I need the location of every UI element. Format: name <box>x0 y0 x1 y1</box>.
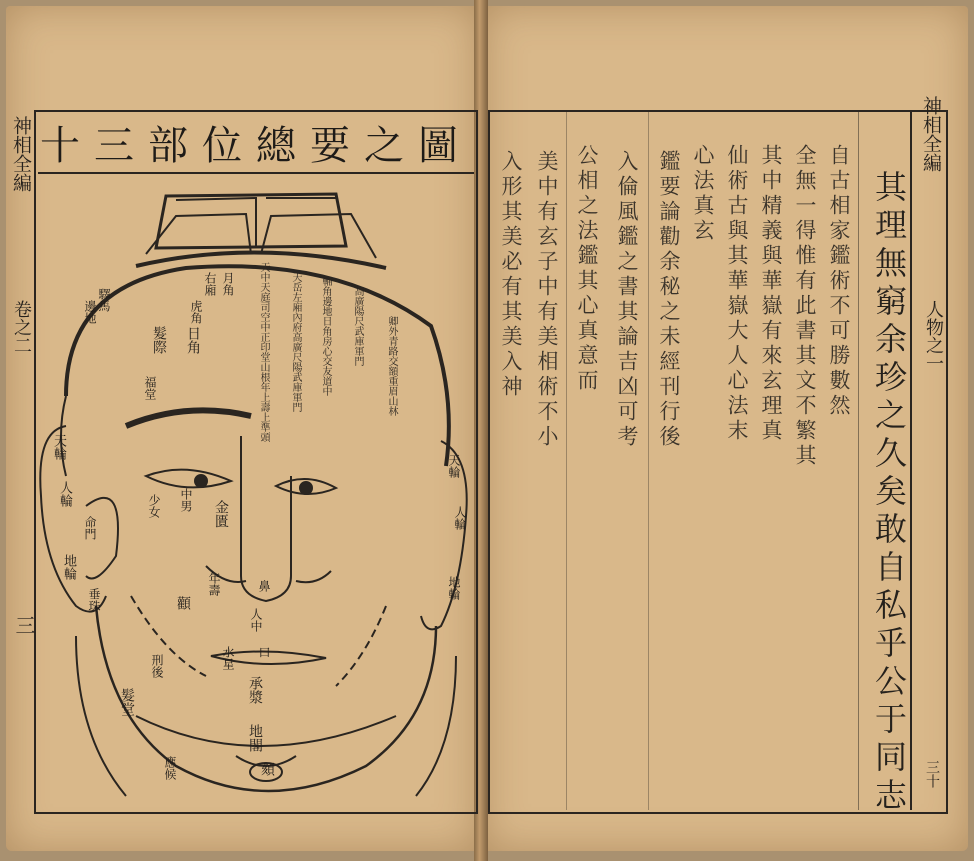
column-rule-3 <box>566 110 567 810</box>
label-fa-tang: 髮堂 <box>119 688 135 716</box>
text-column-8: 公相之法鑑其心真意而 <box>575 144 599 394</box>
label-hu-jiao: 虎角 <box>189 300 203 324</box>
face-diagram <box>36 176 472 806</box>
label-ren-lun-left: 人輪 <box>57 481 72 507</box>
label-fa-ji: 髮際 <box>151 326 167 354</box>
text-column-6: 鑑要論勸余秘之未經刊行後 <box>657 150 681 450</box>
face-text-column-c: 輔角邊地日角房心交友道中 <box>320 276 331 396</box>
right-margin-volume: 人物之一 <box>923 300 944 372</box>
label-bian-di: 邊地 <box>83 300 97 324</box>
left-margin-volume: 卷之二 <box>11 300 32 354</box>
label-yan-shang: 顴 <box>175 596 191 610</box>
text-column-5: 心法真玄 <box>691 144 715 244</box>
left-margin-page: 三 <box>12 615 36 635</box>
label-chui-zhu: 垂珠 <box>87 588 101 612</box>
face-text-column-b: 天岳左廂內府高廣尺陽武庫軍門 <box>290 272 301 412</box>
label-tian-lun-left: 天輪 <box>51 434 66 460</box>
label-ri-jiao: 日角 <box>185 326 201 354</box>
right-margin-book-title: 神相全編 <box>920 96 942 172</box>
label-ming-men: 命門 <box>83 516 97 540</box>
label-tian-lun-right: 天輪 <box>447 454 461 478</box>
column-rule-2 <box>648 110 649 810</box>
label-ren-zhong: 人中 <box>249 608 263 632</box>
label-di-lun-left: 地輪 <box>61 554 76 580</box>
label-kou: 口 <box>257 646 271 658</box>
right-margin-page: 三十 <box>924 760 940 788</box>
text-column-1: 自古相家鑑術不可勝數然 <box>827 144 851 419</box>
label-di-ge: 地閣 <box>247 724 263 752</box>
face-text-column-d: 高廣陽尺武庫軍門 <box>352 286 363 366</box>
column-rule-1 <box>858 110 859 810</box>
label-ying-hou: 應候 <box>163 756 177 780</box>
label-you-xiang: 右廂 <box>203 272 217 296</box>
text-column-2: 全無一得惟有此書其文不繁其 <box>793 144 817 469</box>
left-margin-book-title: 神相全編 <box>10 116 32 192</box>
right-main-text-column: 其理無窮余珍之久矣敢自私乎公于同志 <box>870 170 908 816</box>
label-yue-jiao: 月角 <box>221 272 235 296</box>
diagram-title-cell <box>38 112 474 174</box>
face-text-column-a: 天中天庭司空中正印堂山根年上壽上準頭 <box>258 262 269 442</box>
label-xing-hou: 刑後 <box>150 654 164 678</box>
label-ren-lun-right: 人輪 <box>453 506 467 530</box>
label-cheng-jiang: 承漿 <box>247 676 263 704</box>
text-column-3: 其中精義與華嶽有來玄理真 <box>759 144 783 444</box>
label-shao-nu: 少女 <box>147 494 161 518</box>
text-column-7: 入倫風鑑之書其論吉凶可考 <box>615 150 639 450</box>
label-bi: 鼻 <box>257 580 271 592</box>
label-nian-shou: 年壽 <box>207 572 221 596</box>
diagram-title: 十三部位總要之圖 <box>40 122 472 169</box>
text-column-10: 入形其美必有其美入神 <box>499 150 523 400</box>
face-illustration <box>36 176 472 806</box>
text-column-4: 仙術古與其華嶽大人心法末 <box>725 144 749 444</box>
label-fu-tang: 福堂 <box>143 376 157 400</box>
label-ke-chin: 頦 <box>259 762 275 776</box>
label-jin-gui: 金匱 <box>213 500 229 528</box>
left-margin-strip <box>6 110 36 810</box>
label-zhong-nu: 中男 <box>179 488 193 512</box>
label-shui-xing: 水星 <box>221 646 235 670</box>
face-text-column-e: 卿外青路交額重眉山林 <box>386 316 397 416</box>
label-di-lun-right: 地輪 <box>447 576 461 600</box>
label-jiao-ma: 驛馬 <box>97 288 111 312</box>
text-column-9: 美中有玄子中有美相術不小 <box>535 150 559 450</box>
